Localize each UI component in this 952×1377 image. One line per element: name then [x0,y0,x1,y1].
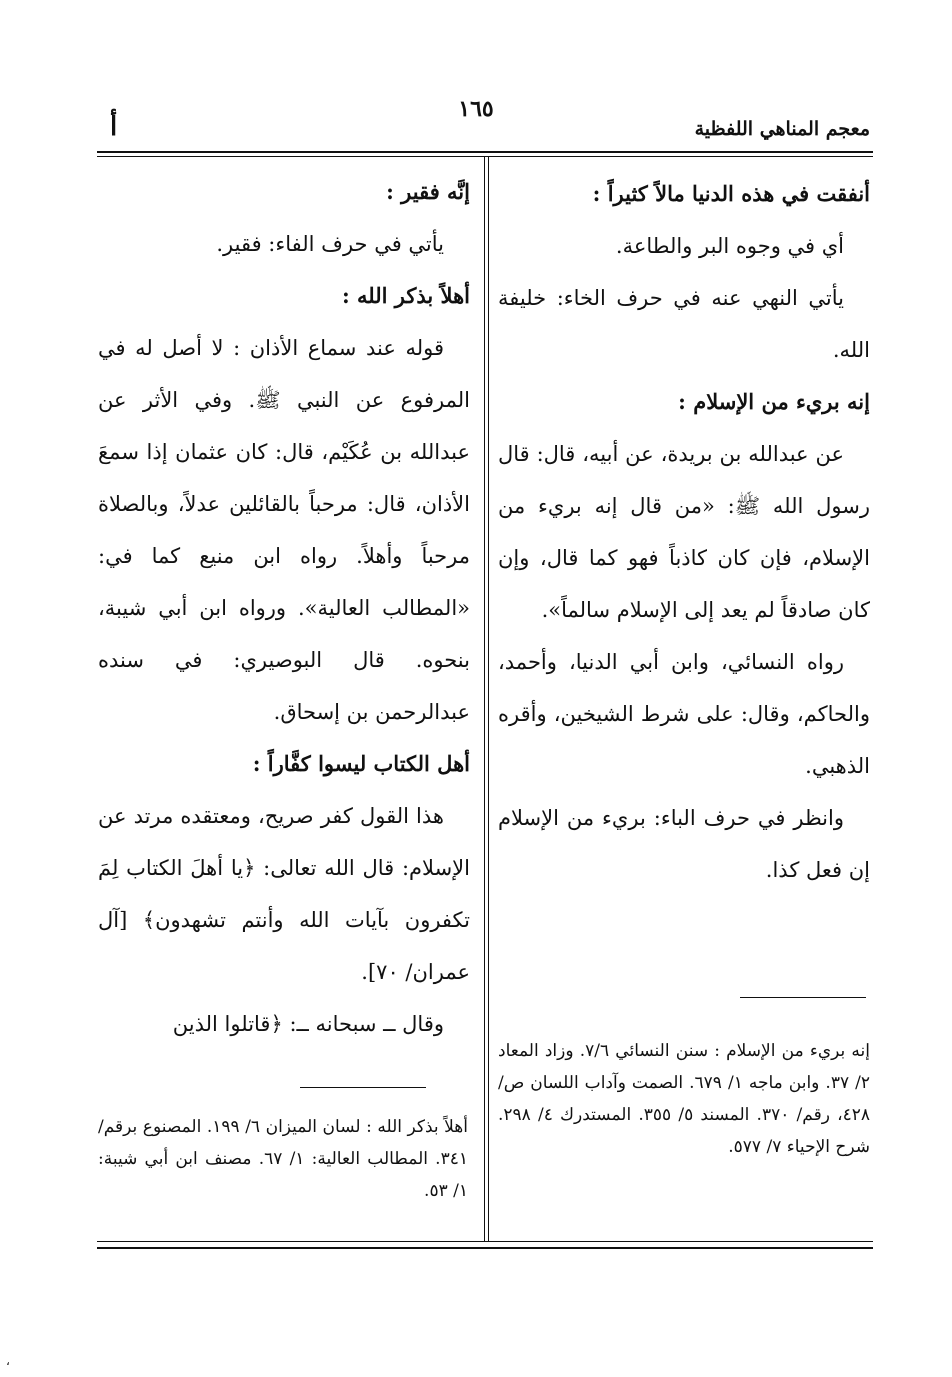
entry-paragraph: عن عبدالله بن بريدة، عن أبيه، قال: قال رسول الله ﷺ: «من قال إنه بريء من الإسلام، فإن كان كاذباً فهو كما قال، وإن كان صادقاً لم يعد إلى الإسلام سالماً». [498,442,870,622]
footnote-text: أهلاً بذكر الله : لسان الميزان ٦/ ١٩٩. المصنوع برقم/ ٣٤١. المطالب العالية: ١/ ٦٧. مصنف ابن أبي شيبة: ١/ ٥٣. [98,1117,468,1201]
left-column [98,166,470,1050]
right-footnote [498,1035,870,1163]
footnote-text: إنه بريء من الإسلام : سنن النسائي ٧/٦. وزاد المعاد ٢/ ٣٧. وابن ماجه ١/ ٦٧٩. الصمت وآداب اللسان ص/٤٢٨، رقم/ ٣٧٠. المسند ٥/ ٣٥٥. المستدرك ٤/ ٢٩٨. شرح الإحياء ٧/ ٥٧٧. [498,1041,870,1157]
entry-paragraph: وانظر في حرف الباء: بريء من الإسلام إن فعل كذا. [498,806,870,882]
footnote-separator [740,997,866,998]
entry-paragraph: وقال ــ سبحانه ــ: ﴿قاتلوا الذين [172,1012,444,1036]
entry-paragraph: يأتي النهي عنه في حرف الخاء: خليفة الله. [498,286,870,362]
entry-paragraph: يأتي في حرف الفاء: فقير. [216,232,444,256]
entry-heading: أنفقت في هذه الدنيا مالاً كثيراً : [592,181,870,206]
entry-heading: أهلاً بذكر الله : [341,283,470,308]
top-rule [97,151,873,153]
entry-heading: أهل الكتاب ليسوا كفَّاراً : [252,751,470,776]
entry-paragraph: هذا القول كفر صريح، ومعتقده مرتد عن الإسلام: قال الله تعالى: ﴿يا أهلَ الكتاب لِمَ تكفرون بآيات الله وأنتم تشهدون﴾ [آل عمران/ ٧٠]. [98,804,470,984]
right-column [498,168,870,896]
entry-paragraph: رواه النسائي، وابن أبي الدنيا، وأحمد، والحاكم، وقال: على شرط الشيخين، وأقره الذهبي. [498,650,870,778]
bottom-rule-thin [97,1241,873,1242]
left-footnote [98,1111,468,1207]
entry-heading: إنه بريء من الإسلام : [678,389,870,414]
entry-heading: إنَّه فقير : [386,179,470,204]
column-divider [484,156,489,1242]
entry-paragraph: أي في وجوه البر والطاعة. [615,234,844,258]
bottom-rule [97,1247,873,1249]
footnote-separator [300,1087,426,1088]
book-title: معجم المناهي اللفظية [694,118,870,140]
page-number: ١٦٥ [458,96,494,122]
entry-paragraph: قوله عند سماع الأذان : لا أصل له في المرفوع عن النبي ﷺ. وفي الأثر عن عبدالله بن عُكَيْم، قال: كان عثمان إذا سمعَ الأذان، قال: مرحباً بالقائلين عدلاً، وبالصلاة مرحباً وأهلاً. رواه ابن منيع كما في: «المطالب العالية». ورواه ابن أبي شيبة، بنحوه. قال البوصيري: في سنده عبدالرحمن بن إسحاق. [98,336,470,724]
section-letter: أ [110,112,118,142]
margin-mark: ، [6,1354,10,1368]
